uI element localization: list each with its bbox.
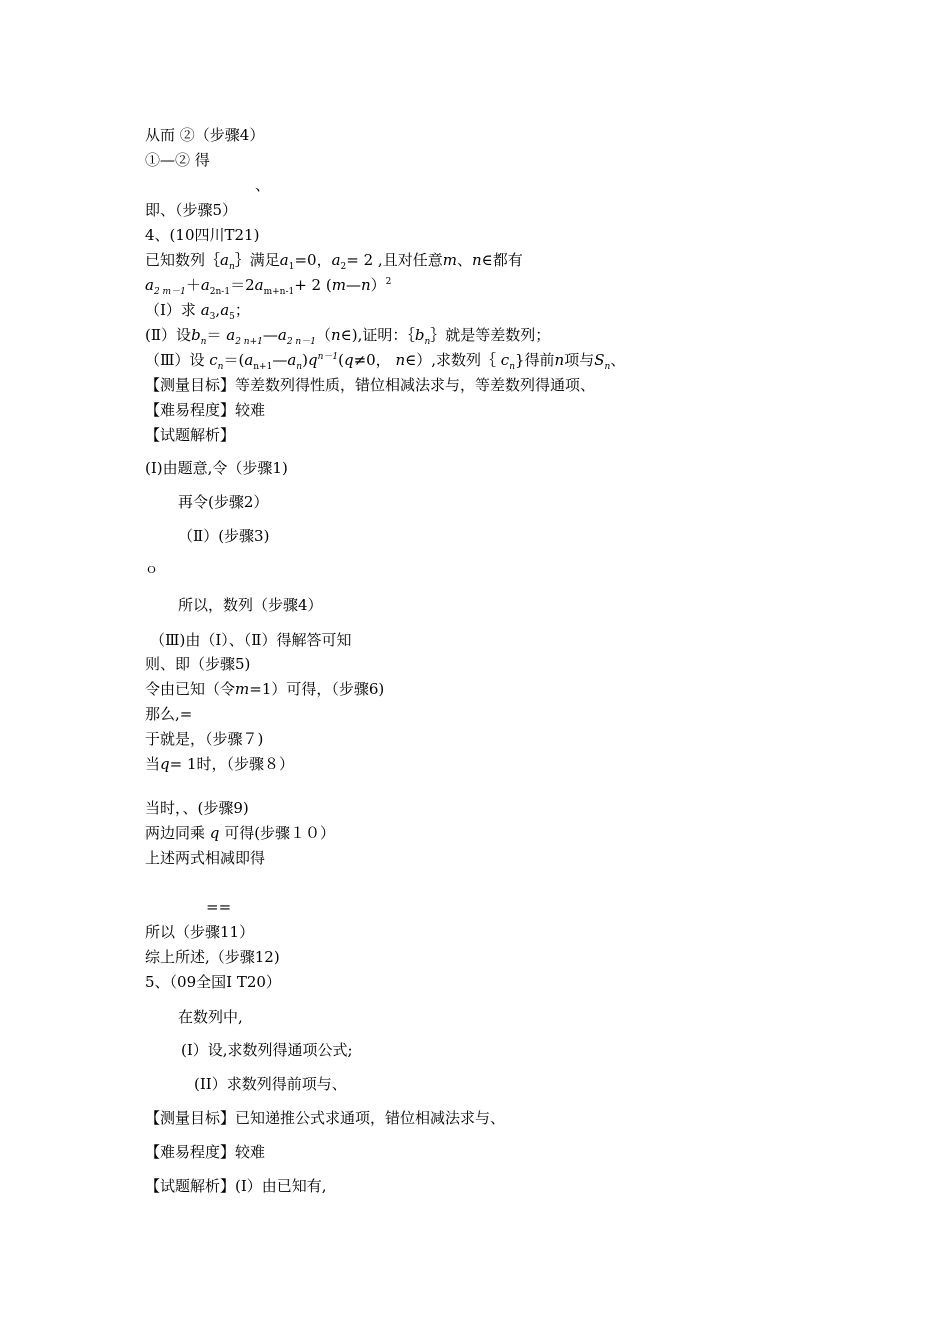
text-run: 从而 <box>145 126 180 144</box>
text-run: ②（步骤4） <box>179 126 265 144</box>
solution-line: 综上所述,（步骤12) <box>145 948 280 966</box>
solution-line: ｏ <box>145 562 159 577</box>
solution-line: 令由已知（令m=1）可得，（步骤6) <box>145 680 385 698</box>
solution-line: == <box>206 898 232 916</box>
solution-line: 当q= 1时，（步骤８） <box>145 755 295 773</box>
solution-line: （Ⅱ）(步骤3) <box>178 527 270 545</box>
text-line: 即、（步骤5） <box>145 201 238 219</box>
problem-heading: 4、(10四川T21) <box>145 226 260 244</box>
problem-statement: 已知数列$\{a_n\}$满足$a_1=0$，$a_2= 2$ ,且对任意m、n∈都有 <box>145 251 523 272</box>
question-part-1: (Ⅰ）设,求数列得通项公式; <box>181 1041 353 1059</box>
difficulty-level: 【难易程度】较难 <box>145 1143 266 1161</box>
question-part-2: (Ⅱ）设$b_n=$ $a_{2 n+1}—a_{2 n-1}(n\in)$,证明：$\{b_n\}$就是等差数列； <box>145 326 551 347</box>
solution-line: 则、即（步骤5) <box>145 655 251 673</box>
question-part-3: （Ⅲ）设 $c_n=(a_{n+1}—a_n)q^{n-1}(q\ne 0$， n∈）,求数列｛ $c_n$}得前n项与$S_n$、 <box>145 351 626 372</box>
solution-line: 再令(步骤2） <box>178 493 269 511</box>
problem-heading: 5、（09全国I T20） <box>145 973 281 991</box>
difficulty-level: 【难易程度】较难 <box>145 401 266 419</box>
measurement-goal: 【测量目标】已知递推公式求通项，错位相减法求与、 <box>145 1109 506 1127</box>
text-line <box>145 128 264 143</box>
solution-line: 于就是，（步骤７) <box>145 730 264 748</box>
question-part-2: (ⅠI）求数列得前项与、 <box>194 1075 347 1093</box>
text-line: 、 <box>255 176 271 194</box>
solution-line: 上述两式相减即得 <box>145 849 266 867</box>
solution-heading: 【试题解析】(I）由已知有, <box>145 1177 327 1195</box>
solution-line: 所以，数列（步骤4） <box>178 596 323 614</box>
text-line: ①—② 得 <box>145 151 210 169</box>
solution-line: 所以（步骤11） <box>145 923 255 941</box>
solution-line: 那么,= <box>145 705 193 723</box>
solution-heading: 【试题解析】 <box>145 426 236 444</box>
measurement-goal: 【测量目标】等差数列得性质，错位相减法求与，等差数列得通项、 <box>145 376 596 394</box>
math-equation: $a_{2 m-1}+a_{2n-1}=2a_{m+n-1}+ 2$ (m—n）$^2$ <box>145 276 392 297</box>
solution-line: （Ⅲ)由（Ⅰ）、（Ⅱ）得解答可知 <box>150 631 352 649</box>
solution-line: (Ⅰ)由题意,令（步骤1) <box>145 459 288 477</box>
solution-line: 两边同乘 q 可得(步骤１０） <box>145 824 336 842</box>
solution-line: 当时，、(步骤9) <box>145 799 249 817</box>
problem-statement: 在数列中, <box>178 1008 243 1026</box>
question-part-1: （Ⅰ）求 $a_3,a_5$； <box>145 301 250 322</box>
